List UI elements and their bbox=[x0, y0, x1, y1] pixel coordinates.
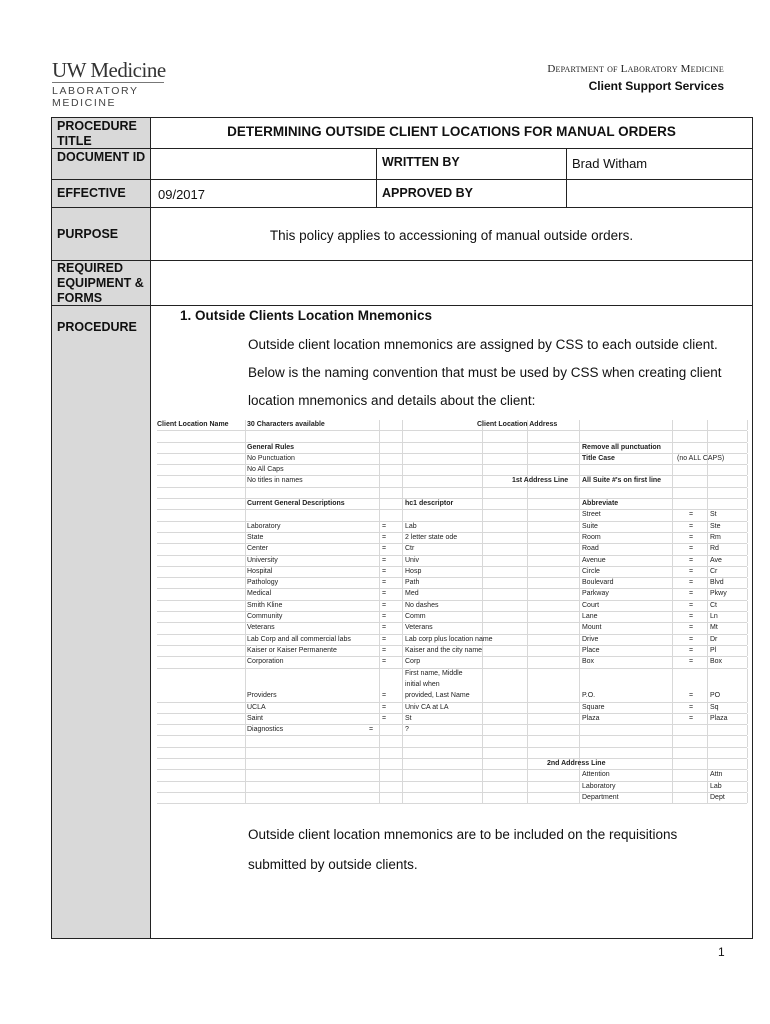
sheet-cell: provided, Last Name bbox=[405, 691, 470, 699]
sheet-cell: Ave bbox=[710, 556, 722, 564]
sheet-cell: Department bbox=[582, 793, 619, 801]
sheet-cell: Veterans bbox=[405, 624, 433, 632]
sheet-cell: = bbox=[369, 726, 374, 734]
sheet-cell: = bbox=[689, 635, 694, 643]
sheet-cell: Laboratory bbox=[582, 782, 616, 790]
sheet-row bbox=[157, 567, 747, 578]
sheet-cell: PO bbox=[710, 691, 721, 699]
sheet-cell: Lab bbox=[405, 522, 417, 530]
sheet-row bbox=[157, 669, 747, 703]
sheet-cell: Sq bbox=[710, 703, 719, 711]
sheet-cell: University bbox=[247, 556, 278, 564]
department-text: Department of Laboratory Medicine bbox=[547, 63, 724, 75]
sheet-row bbox=[157, 589, 747, 600]
sheet-cell: Current General Descriptions bbox=[247, 500, 345, 508]
sheet-cell: Corp bbox=[405, 658, 421, 666]
sheet-cell: Attention bbox=[582, 771, 610, 779]
sheet-cell: = bbox=[382, 714, 387, 722]
sheet-cell: Univ CA at LA bbox=[405, 703, 449, 711]
sheet-cell: Lab bbox=[710, 782, 722, 790]
sheet-cell: No titles in names bbox=[247, 477, 303, 485]
logo-subtitle: LABORATORY MEDICINE bbox=[52, 82, 164, 109]
sheet-row bbox=[157, 725, 747, 736]
sheet-cell: Box bbox=[582, 658, 595, 666]
sheet-cell: Dr bbox=[710, 635, 718, 643]
sheet-cell: Street bbox=[582, 511, 601, 519]
sheet-cell: = bbox=[689, 703, 694, 711]
sheet-cell: = bbox=[689, 714, 694, 722]
sheet-cell: Med bbox=[405, 590, 419, 598]
sheet-cell: Court bbox=[582, 601, 600, 609]
sheet-cell: Remove all punctuation bbox=[582, 443, 661, 451]
sheet-row bbox=[157, 759, 747, 770]
procedure-line-1: Outside client location mnemonics are assigned by CSS to each outside client. bbox=[248, 337, 718, 352]
sheet-cell: = bbox=[689, 613, 694, 621]
sheet-row bbox=[157, 420, 747, 431]
sheet-cell: Client Location Name bbox=[157, 421, 229, 428]
sheet-row bbox=[157, 499, 747, 510]
sheet-cell: Suite bbox=[582, 522, 598, 530]
sheet-cell: 2nd Address Line bbox=[547, 760, 606, 768]
sheet-cell: Attn bbox=[710, 771, 723, 779]
sheet-cell: 1st Address Line bbox=[512, 477, 569, 485]
sheet-cell: No Punctuation bbox=[247, 454, 295, 462]
sheet-cell: Center bbox=[247, 545, 269, 553]
sheet-cell: = bbox=[689, 646, 694, 654]
sheet-cell: initial when bbox=[405, 680, 440, 688]
sheet-cell: Plaza bbox=[710, 714, 728, 722]
sheet-row bbox=[157, 431, 747, 442]
purpose-value: This policy applies to accessioning of manual outside orders. bbox=[269, 228, 634, 243]
sheet-cell: Plaza bbox=[582, 714, 600, 722]
sheet-cell: Hosp bbox=[405, 567, 422, 575]
sheet-cell: Place bbox=[582, 646, 600, 654]
sheet-cell: = bbox=[382, 601, 387, 609]
sheet-cell: Square bbox=[582, 703, 605, 711]
sheet-cell: = bbox=[382, 533, 387, 541]
sheet-cell: = bbox=[382, 567, 387, 575]
sheet-row bbox=[157, 454, 747, 465]
sheet-cell: = bbox=[382, 545, 387, 553]
written-by-label: WRITTEN BY bbox=[382, 155, 460, 169]
sheet-cell: = bbox=[689, 691, 694, 699]
sheet-cell: Smith Kline bbox=[247, 601, 283, 609]
sheet-cell: Saint bbox=[247, 714, 263, 722]
sheet-row bbox=[157, 465, 747, 476]
sheet-cell: = bbox=[689, 545, 694, 553]
sheet-cell: = bbox=[689, 533, 694, 541]
sheet-row bbox=[157, 612, 747, 623]
sheet-cell: = bbox=[382, 703, 387, 711]
sheet-cell: = bbox=[689, 522, 694, 530]
sheet-row bbox=[157, 782, 747, 793]
sheet-row bbox=[157, 476, 747, 487]
procedure-line-2: Below is the naming convention that must be used by CSS when creating client bbox=[248, 365, 722, 380]
sheet-cell: = bbox=[689, 590, 694, 598]
sheet-cell: = bbox=[382, 691, 387, 699]
sheet-row bbox=[157, 714, 747, 725]
sheet-cell: Parkway bbox=[582, 590, 609, 598]
department-name bbox=[547, 63, 724, 75]
procedure-footer-1: Outside client location mnemonics are to be included on the requisitions bbox=[248, 827, 678, 842]
approved-by-label: APPROVED BY bbox=[382, 186, 473, 200]
sheet-cell: Pathology bbox=[247, 579, 279, 587]
sheet-cell: Abbreviate bbox=[582, 500, 619, 508]
procedure-footer-2: submitted by outside clients. bbox=[248, 857, 418, 872]
effective-label: EFFECTIVE bbox=[57, 186, 126, 200]
sheet-cell: Lane bbox=[582, 613, 598, 621]
sheet-cell: = bbox=[382, 624, 387, 632]
sheet-cell: Box bbox=[710, 658, 723, 666]
page-number: 1 bbox=[718, 945, 725, 959]
sheet-cell: = bbox=[689, 658, 694, 666]
sheet-cell: = bbox=[382, 579, 387, 587]
sheet-cell: St bbox=[710, 511, 717, 519]
sheet-cell: Ct bbox=[710, 601, 717, 609]
sheet-cell: = bbox=[689, 511, 694, 519]
sheet-cell: St bbox=[405, 714, 412, 722]
sheet-cell: Ste bbox=[710, 522, 721, 530]
sheet-cell: Univ bbox=[405, 556, 420, 564]
sheet-cell: General Rules bbox=[247, 443, 295, 451]
sheet-cell: Hospital bbox=[247, 567, 273, 575]
sheet-cell: Blvd bbox=[710, 579, 724, 587]
sheet-row bbox=[157, 522, 747, 533]
sheet-cell: = bbox=[689, 567, 694, 575]
required-equipment-label: REQUIRED EQUIPMENT & FORMS bbox=[57, 261, 144, 305]
sheet-cell: Lab Corp and all commercial labs bbox=[247, 635, 351, 643]
sheet-row bbox=[157, 510, 747, 521]
sheet-cell: Ctr bbox=[405, 545, 415, 553]
sheet-row bbox=[157, 703, 747, 714]
sheet-row bbox=[157, 556, 747, 567]
sheet-row bbox=[157, 488, 747, 499]
sheet-cell: Room bbox=[582, 533, 601, 541]
sheet-cell: Community bbox=[247, 613, 283, 621]
sheet-cell: Ln bbox=[710, 613, 718, 621]
sheet-cell: = bbox=[382, 556, 387, 564]
document-title: DETERMINING OUTSIDE CLIENT LOCATIONS FOR MANUAL ORDERS bbox=[227, 124, 676, 139]
sheet-cell: Pl bbox=[710, 646, 717, 654]
sheet-row bbox=[157, 635, 747, 646]
sheet-cell: Comm bbox=[405, 613, 426, 621]
sheet-cell: Rd bbox=[710, 545, 719, 553]
sheet-cell: Circle bbox=[582, 567, 600, 575]
sheet-cell: Corporation bbox=[247, 658, 284, 666]
sheet-cell: Veterans bbox=[247, 624, 275, 632]
sheet-cell: First name, Middle bbox=[405, 669, 463, 677]
sheet-row bbox=[157, 533, 747, 544]
sheet-cell: Rm bbox=[710, 533, 721, 541]
sheet-cell: Avenue bbox=[582, 556, 606, 564]
procedure-line-3: location mnemonics and details about the client: bbox=[248, 393, 536, 408]
sheet-cell: = bbox=[689, 579, 694, 587]
sheet-cell: State bbox=[247, 533, 264, 541]
sheet-row bbox=[157, 646, 747, 657]
sheet-row bbox=[157, 578, 747, 589]
department-subtitle: Client Support Services bbox=[588, 79, 724, 93]
sheet-cell: P.O. bbox=[582, 691, 596, 699]
procedure-label: PROCEDURE bbox=[57, 320, 137, 334]
purpose-label: PURPOSE bbox=[57, 227, 119, 241]
sheet-cell: = bbox=[382, 522, 387, 530]
section-heading: 1. Outside Clients Location Mnemonics bbox=[180, 308, 433, 323]
sheet-row bbox=[157, 623, 747, 634]
sheet-cell: Title Case bbox=[582, 454, 615, 462]
sheet-cell: Dept bbox=[710, 793, 725, 801]
sheet-row bbox=[157, 544, 747, 555]
sheet-cell: = bbox=[689, 601, 694, 609]
sheet-row bbox=[157, 770, 747, 781]
sheet-cell: Mt bbox=[710, 624, 718, 632]
sheet-row bbox=[157, 443, 747, 454]
effective-value: 09/2017 bbox=[158, 187, 205, 202]
procedure-form bbox=[51, 117, 753, 939]
logo-wordmark: UW Medicine bbox=[52, 58, 166, 82]
written-by-value: Brad Witham bbox=[572, 156, 648, 171]
sheet-cell: Road bbox=[582, 545, 599, 553]
sheet-cell: hc1 descriptor bbox=[405, 500, 454, 508]
sheet-cell: No All Caps bbox=[247, 466, 284, 474]
sheet-cell: = bbox=[382, 635, 387, 643]
sheet-cell: Cr bbox=[710, 567, 718, 575]
sheet-cell: 2 letter state ode bbox=[405, 533, 458, 541]
sheet-cell: Path bbox=[405, 579, 420, 587]
sheet-cell: All Suite #'s on first line bbox=[582, 477, 662, 485]
sheet-cell: Diagnostics bbox=[247, 726, 284, 734]
sheet-row bbox=[157, 657, 747, 668]
sheet-cell: Mount bbox=[582, 624, 602, 632]
uw-medicine-logo bbox=[52, 60, 166, 109]
sheet-cell: UCLA bbox=[247, 703, 266, 711]
sheet-cell: Kaiser and the city name bbox=[405, 646, 483, 654]
sheet-cell: Boulevard bbox=[582, 579, 614, 587]
sheet-cell: Lab corp plus location name bbox=[405, 635, 493, 643]
sheet-cell: = bbox=[689, 624, 694, 632]
mnemonic-spreadsheet bbox=[157, 420, 747, 804]
sheet-cell: Laboratory bbox=[247, 522, 281, 530]
sheet-cell: Pkwy bbox=[710, 590, 727, 598]
sheet-cell: Kaiser or Kaiser Permanente bbox=[247, 646, 337, 654]
procedure-title-label: PROCEDURE TITLE bbox=[57, 119, 137, 148]
sheet-cell: Drive bbox=[582, 635, 599, 643]
sheet-cell: 30 Characters available bbox=[247, 421, 325, 428]
sheet-cell: = bbox=[382, 613, 387, 621]
sheet-cell: Medical bbox=[247, 590, 272, 598]
sheet-cell: ? bbox=[405, 726, 409, 734]
sheet-cell: (no ALL CAPS) bbox=[677, 454, 725, 462]
sheet-cell: Providers bbox=[247, 691, 277, 699]
sheet-cell: = bbox=[382, 658, 387, 666]
sheet-row bbox=[157, 793, 747, 804]
sheet-row bbox=[157, 748, 747, 759]
sheet-row bbox=[157, 736, 747, 747]
sheet-cell: = bbox=[689, 556, 694, 564]
document-id-label: DOCUMENT ID bbox=[57, 150, 146, 164]
sheet-cell: = bbox=[382, 590, 387, 598]
sheet-cell: Client Location Address bbox=[477, 421, 558, 428]
sheet-cell: No dashes bbox=[405, 601, 439, 609]
sheet-cell: = bbox=[382, 646, 387, 654]
sheet-row bbox=[157, 601, 747, 612]
